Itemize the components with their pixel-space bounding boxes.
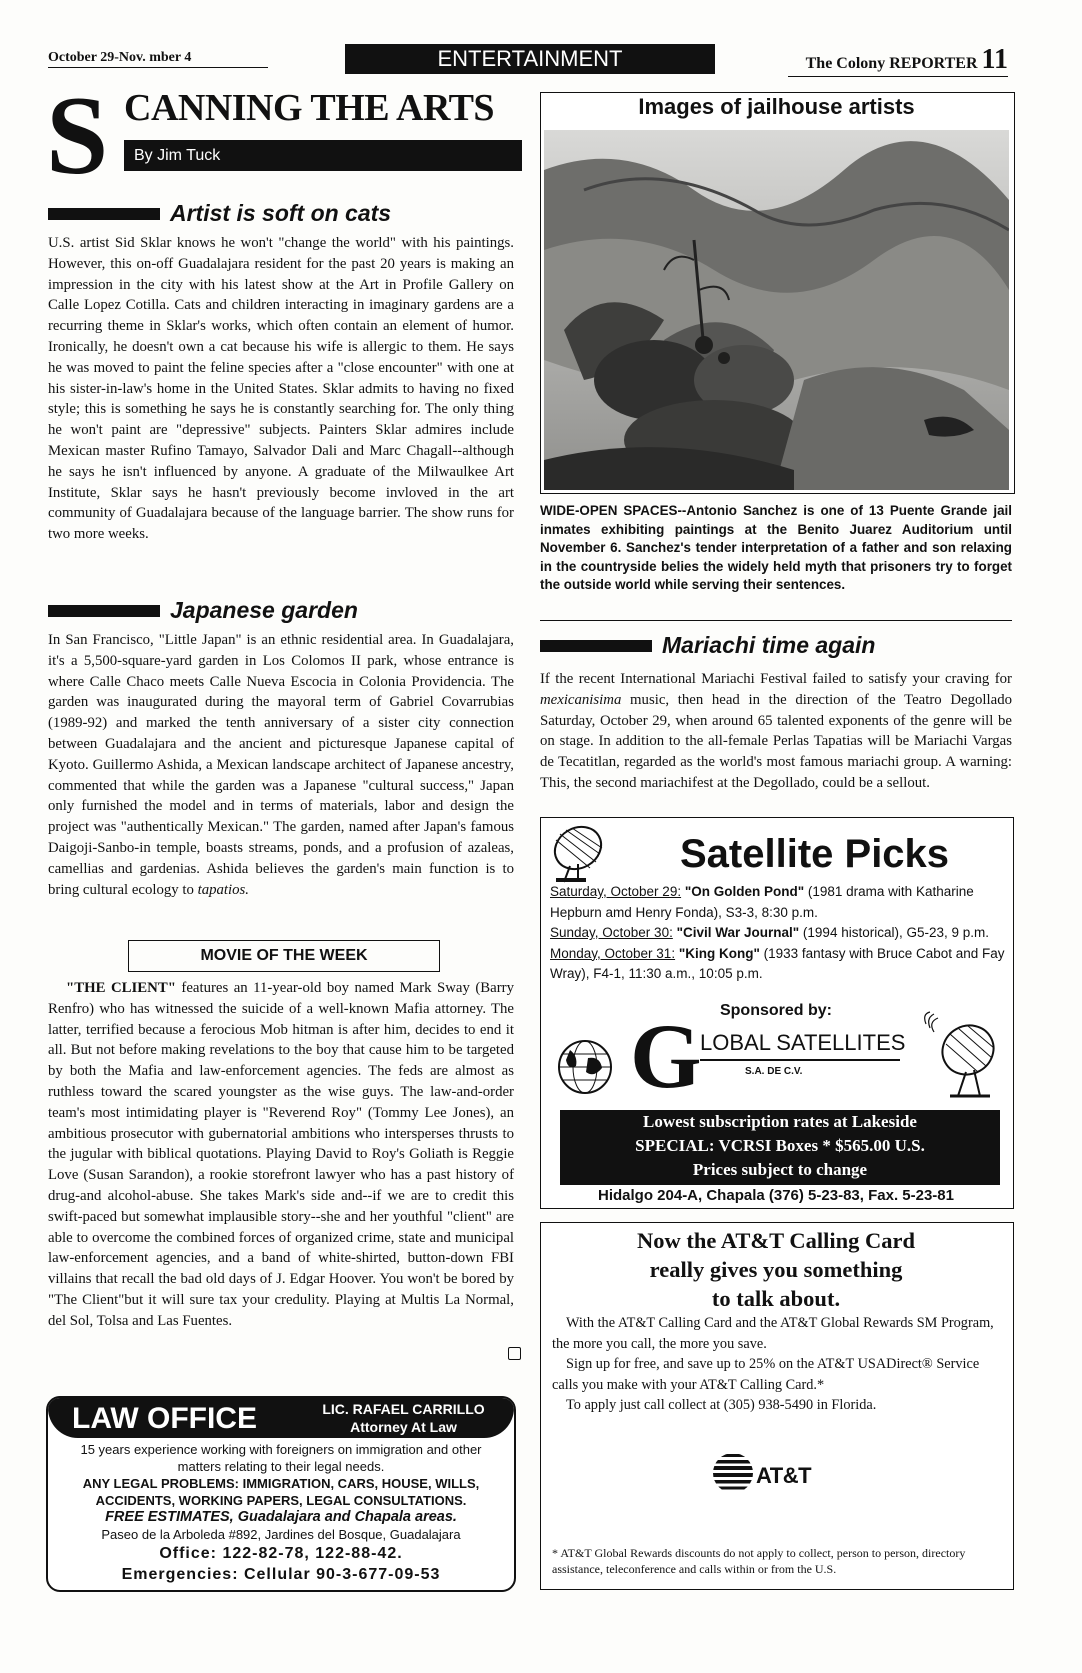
movie-review <box>48 978 514 1332</box>
att-paragraph: Sign up for free, and save up to 25% on the AT&T USADirect® Service calls you make with your AT&T Calling Card.* <box>552 1356 980 1393</box>
satellite-promo <box>560 1110 1000 1185</box>
pick-day: Saturday, October 29: <box>550 884 682 899</box>
sponsor-suffix: S.A. DE C.V. <box>745 1066 803 1077</box>
end-of-story-mark <box>508 1347 521 1360</box>
att-headline-line: Now the AT&T Calling Card <box>637 1228 915 1253</box>
law-ad-line: FREE ESTIMATES, Guadalajara and Chapala areas. <box>105 1509 457 1525</box>
law-ad-body <box>48 1441 514 1585</box>
issue-date: October 29-Nov. mber 4 <box>48 50 268 68</box>
pick-day: Monday, October 31: <box>550 945 676 961</box>
kicker-mariachi <box>540 632 1012 659</box>
sponsor-name: LOBAL SATELLITES <box>700 1030 906 1055</box>
pick-show: "Civil War Journal" <box>676 925 800 940</box>
sponsor-logo-initial: G <box>630 1005 702 1107</box>
kicker-bar <box>48 605 160 617</box>
pick-detail: (1981 drama with Katharine Hepburn amd Henry Fonda), S3-3, 8:30 p.m. <box>550 884 974 920</box>
att-logo: AT&T <box>756 1463 812 1488</box>
satellite-pick <box>550 882 1008 923</box>
mariachi-text-em: mexicanisima <box>540 691 622 708</box>
pick-show: "On Golden Pond" <box>684 884 805 899</box>
law-ad-line: Paseo de la Arboleda #892, Jardines del Bosque, Guadalajara <box>101 1527 461 1542</box>
att-footnote: * AT&T Global Rewards discounts do not apply to collect, person to person, directory assistance, teleconference and calls within or from the U.S. <box>552 1546 966 1576</box>
movie-title: "THE CLIENT" <box>66 980 176 996</box>
kicker-cats-text: Artist is soft on cats <box>170 200 392 226</box>
photo-caption: WIDE-OPEN SPACES--Antonio Sanchez is one of 13 Puente Grande jail inmates exhibiting paintings at the Benito Juarez Auditorium until November 6. Sanchez's tender interpretation of a father and son relaxing in the countryside belies the widely held myth that prisoners try to forget the outside world while serving their sentences. <box>540 503 1012 592</box>
pick-show: "King Kong" <box>678 945 760 961</box>
article-cats-body <box>48 233 514 545</box>
column-title: CANNING THE ARTS <box>124 87 495 129</box>
article-garden-body <box>48 630 514 900</box>
article-cats <box>48 200 514 545</box>
satellite-dish-icon <box>548 822 608 884</box>
satellite-pick <box>550 923 1008 944</box>
kicker-bar <box>48 208 160 220</box>
byline: By Jim Tuck <box>124 140 522 171</box>
page-number: 11 <box>981 44 1008 75</box>
law-ad-role: Attorney At Law <box>350 1419 457 1435</box>
sponsor-label: Sponsored by: <box>719 1002 832 1019</box>
article-mariachi <box>540 632 1012 794</box>
photo-headline: Images of jailhouse artists <box>638 94 915 119</box>
law-ad-attorney <box>296 1400 511 1436</box>
satellite-ad-title: Satellite Picks <box>680 832 950 876</box>
att-globe-icon <box>712 1452 754 1494</box>
promo-line: Lowest subscription rates at Lakeside <box>643 1112 917 1131</box>
mariachi-text-a: If the recent International Mariachi Festival failed to satisfy your craving for <box>540 671 1012 687</box>
kicker-bar <box>540 640 652 652</box>
kicker-cats <box>48 200 514 227</box>
att-headline <box>540 1226 1012 1313</box>
sponsor-logo-rule <box>700 1059 900 1061</box>
painting-photo <box>544 130 1009 490</box>
att-paragraph: To apply just call collect at (305) 938-5490 in Florida. <box>566 1397 877 1413</box>
pick-day: Sunday, October 30: <box>550 925 673 940</box>
paper-name <box>788 44 1008 77</box>
column-title-initial: S <box>46 74 109 198</box>
law-ad-line: 15 years experience working with foreigners on immigration and other matters relating to their legal needs. <box>80 1442 482 1474</box>
kicker-garden <box>48 597 514 624</box>
att-headline-line: really gives you something <box>649 1257 903 1282</box>
article-garden-paragraph <box>48 630 514 900</box>
promo-line: SPECIAL: VCRSI Boxes * $565.00 U.S. <box>635 1136 925 1155</box>
satellite-dish-icon <box>920 1010 1000 1100</box>
movie-review-paragraph <box>48 978 514 1332</box>
law-ad-line: ANY LEGAL PROBLEMS: IMMIGRATION, CARS, HOUSE, WILLS, ACCIDENTS, WORKING PAPERS, LEGAL CONSULTATIONS. <box>82 1476 480 1508</box>
garden-text: In San Francisco, "Little Japan" is an ethnic residential area. In Guadalajara, it's a 5,500-square-yard garden in Los Colomos II park, whose entrance is where Calle Chaco meets Calle Nueva Escocia in Colonia Providencia. The garden was inaugurated during the mayoral term of Gabriel Covarrubias (1989-92) and marked the tenth anniversary of a sister city connection between Guadalajara and the ancient and picturesque Japanese capital of Kyoto. Guillermo Ashida, a Mexican landscape architect of Japanese ancestry, commented that while the garden was a Japanese "cultural success," Japan only furnished the model and in terms of materials, labor and design the project was "authentically Mexican." The garden, named after Japan's famous Daigoji-Sanbo-in temple, boasts streams, ponds, and a profusion of azaleas, camellias and gardenias. Ashida believes the garden's main function is to bring cultural ecology to <box>48 632 514 898</box>
section-banner: ENTERTAINMENT <box>345 44 715 74</box>
article-mariachi-paragraph <box>540 669 1012 794</box>
garden-text-end: tapatios. <box>197 881 249 898</box>
law-ad-name: LIC. RAFAEL CARRILLO <box>322 1401 485 1417</box>
att-body <box>552 1313 1004 1416</box>
law-ad-phone: Office: 122-82-78, 122-88-42. <box>159 1545 403 1562</box>
promo-line: Prices subject to change <box>692 1160 868 1179</box>
satellite-picks-list <box>550 882 1008 985</box>
law-ad-emergency: Emergencies: Cellular 90-3-677-09-53 <box>121 1566 441 1583</box>
satellite-address: Hidalgo 204-A, Chapala (376) 5-23-83, Fax. 5-23-81 <box>598 1187 954 1204</box>
globe-icon <box>556 1038 614 1096</box>
divider <box>540 620 1012 621</box>
kicker-mariachi-text: Mariachi time again <box>662 632 876 658</box>
satellite-pick <box>550 944 1008 985</box>
paper-title: The Colony REPORTER <box>805 55 978 72</box>
pick-detail: (1933 fantasy with Bruce Cabot and Fay Wray), F4-1, 11:30 a.m., 10:05 p.m. <box>550 945 1005 981</box>
law-ad-title: LAW OFFICE <box>72 1402 257 1435</box>
movie-of-week-label: MOVIE OF THE WEEK <box>128 940 440 972</box>
mariachi-text-b: music, then head in the direction of the Teatro Degollado Saturday, October 29, when around 65 talented exponents of the genre will be on stage. In addition to the all-female Perlas Tapatias will be Mariachi Vargas de Tecatitlan, regarded as the world's most famous mariachi group. A warning: This, the second mariachifest at the Degollado, could be a sellout. <box>540 691 1012 791</box>
movie-text: features an 11-year-old boy named Mark Sway (Barry Renfro) who has witnessed the suicide of a well-known Mafia attorney. The latter, terrified because a ferocious Mob hitman is after him, decides to end it all. But not before making revelations to the boy that cause him to be targeted by both the Mafia and law-enforcement agencies. The feds are almost as ruthless toward the scared youngster as the wise guys. The law-and-order team's most intimidating player is "Reverend Roy" (Tommy Lee Jones), an ambitious prosecutor with gubernatorial ambitions who intersperses thrusts to the jugular with biblical quotations. Playing David to Roy's Goliath is Reggie Love (Susan Sarandon), a rookie storefront lawyer who has a past history of drug-and alcohol-abuse. She takes Mark's side and--if we are to credit this swift-paced but somewhat implausible story--she and her youthful "client" are able to overcome the combined forces of organized crime, state and municipal law-enforcement agencies, and a band of white-shirted, button-down FBI villains that recall the bad old days of J. Edgar Hoover. You won't be bored by "The Client"but it will sure tax your credulity. Playing at Multis La Normal, del Sol, Tolsa and Las Fuentes. <box>48 980 515 1329</box>
pick-detail: (1994 historical), G5-23, 9 p.m. <box>799 925 990 940</box>
article-mariachi-body <box>540 669 1012 794</box>
kicker-garden-text: Japanese garden <box>170 597 358 623</box>
law-office-ad <box>46 1396 516 1592</box>
article-cats-paragraph: U.S. artist Sid Sklar knows he won't "change the world" with his paintings. However, this on-off Guadalajara resident for the past 20 years is making an impression in the city with his latest show at the Art in Profile Gallery on Calle Lopez Cotilla. Cats and children interacting in imaginary gardens are a recurring theme in Sklar's works, which often contain an element of humor. Ironically, he doesn't own a cat because his wife is allergic to them. He says he was moved to paint the feline species after a "close encounter" with one at his sister-in-law's home in the United States. Sklar admits to having no fixed style; this is something he says he is constantly searching for. The only thing he won't paint are "depressive" subjects. Painters Sklar admires include Mexican master Rufino Tamayo, Salvador Dali and Marc Chagall--although he says he isn't influenced by anyone. A graduate of the Milwaulkee Art Institute, Sklar says he hasn't previously become invloved in the art community of Guadalajara because of the language barrier. The show runs for two more weeks. <box>48 235 514 543</box>
att-paragraph: With the AT&T Calling Card and the AT&T Global Rewards SM Program, the more you call, the more you save. <box>552 1315 994 1352</box>
article-garden <box>48 597 514 900</box>
att-headline-line: to talk about. <box>711 1286 841 1311</box>
